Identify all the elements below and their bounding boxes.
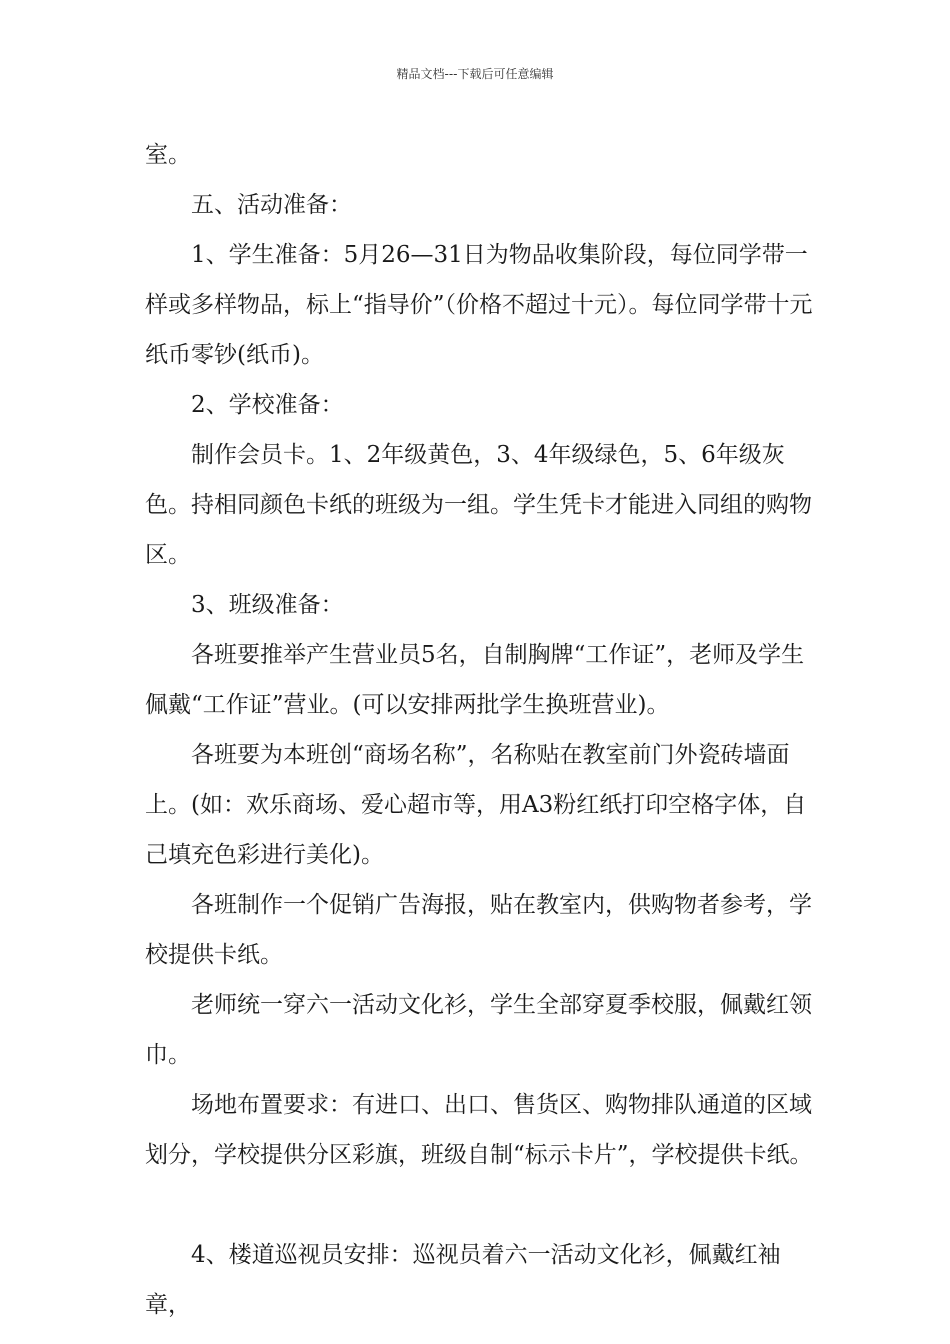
paragraph-dress-code: 老师统一穿六一活动文化衫，学生全部穿夏季校服，佩戴红领巾。 (145, 992, 812, 1068)
paragraph-member-cards: 制作会员卡。1、2年级黄色，3、4年级绿色，5、6年级灰色。持相同颜色卡纸的班级为一组。学生凭卡才能进入同组的购物区。 (145, 442, 812, 568)
paragraph-student-preparation: 1、学生准备：5月26—31日为物品收集阶段，每位同学带一样或多样物品，标上“指导价”（价格不超过十元）。每位同学带十元纸币零钞(纸币)。 (145, 242, 813, 368)
paragraph-sales-staff: 各班要推举产生营业员5名，自制胸牌“工作证”，老师及学生佩戴“工作证”营业。(可以安排两批学生换班营业)。 (145, 642, 805, 718)
blank-line (145, 1180, 815, 1230)
paragraph-venue-layout: 场地布置要求：有进口、出口、售货区、购物排队通道的区域划分，学校提供分区彩旗，班级自制“标示卡片”，学校提供卡纸。 (145, 1092, 813, 1168)
subheading-school-preparation: 2、学校准备： (191, 392, 344, 418)
document-body (145, 130, 815, 1330)
paragraph-continuation: 室。 (145, 142, 191, 168)
page-header: 精品文档---下载后可任意编辑 (396, 67, 554, 81)
paragraph-hall-monitors: 4、楼道巡视员安排：巡视员着六一活动文化衫，佩戴红袖章， (145, 1242, 781, 1318)
subheading-class-preparation: 3、班级准备： (191, 592, 344, 618)
paragraph-store-name: 各班要为本班创“商场名称”，名称贴在教室前门外瓷砖墙面上。(如：欢乐商场、爱心超市等，用A3粉红纸打印空格字体，自己填充色彩进行美化)。 (145, 742, 807, 868)
section-heading-preparation: 五、活动准备： (191, 192, 352, 218)
paragraph-promo-poster: 各班制作一个促销广告海报，贴在教室内，供购物者参考，学校提供卡纸。 (145, 892, 812, 968)
